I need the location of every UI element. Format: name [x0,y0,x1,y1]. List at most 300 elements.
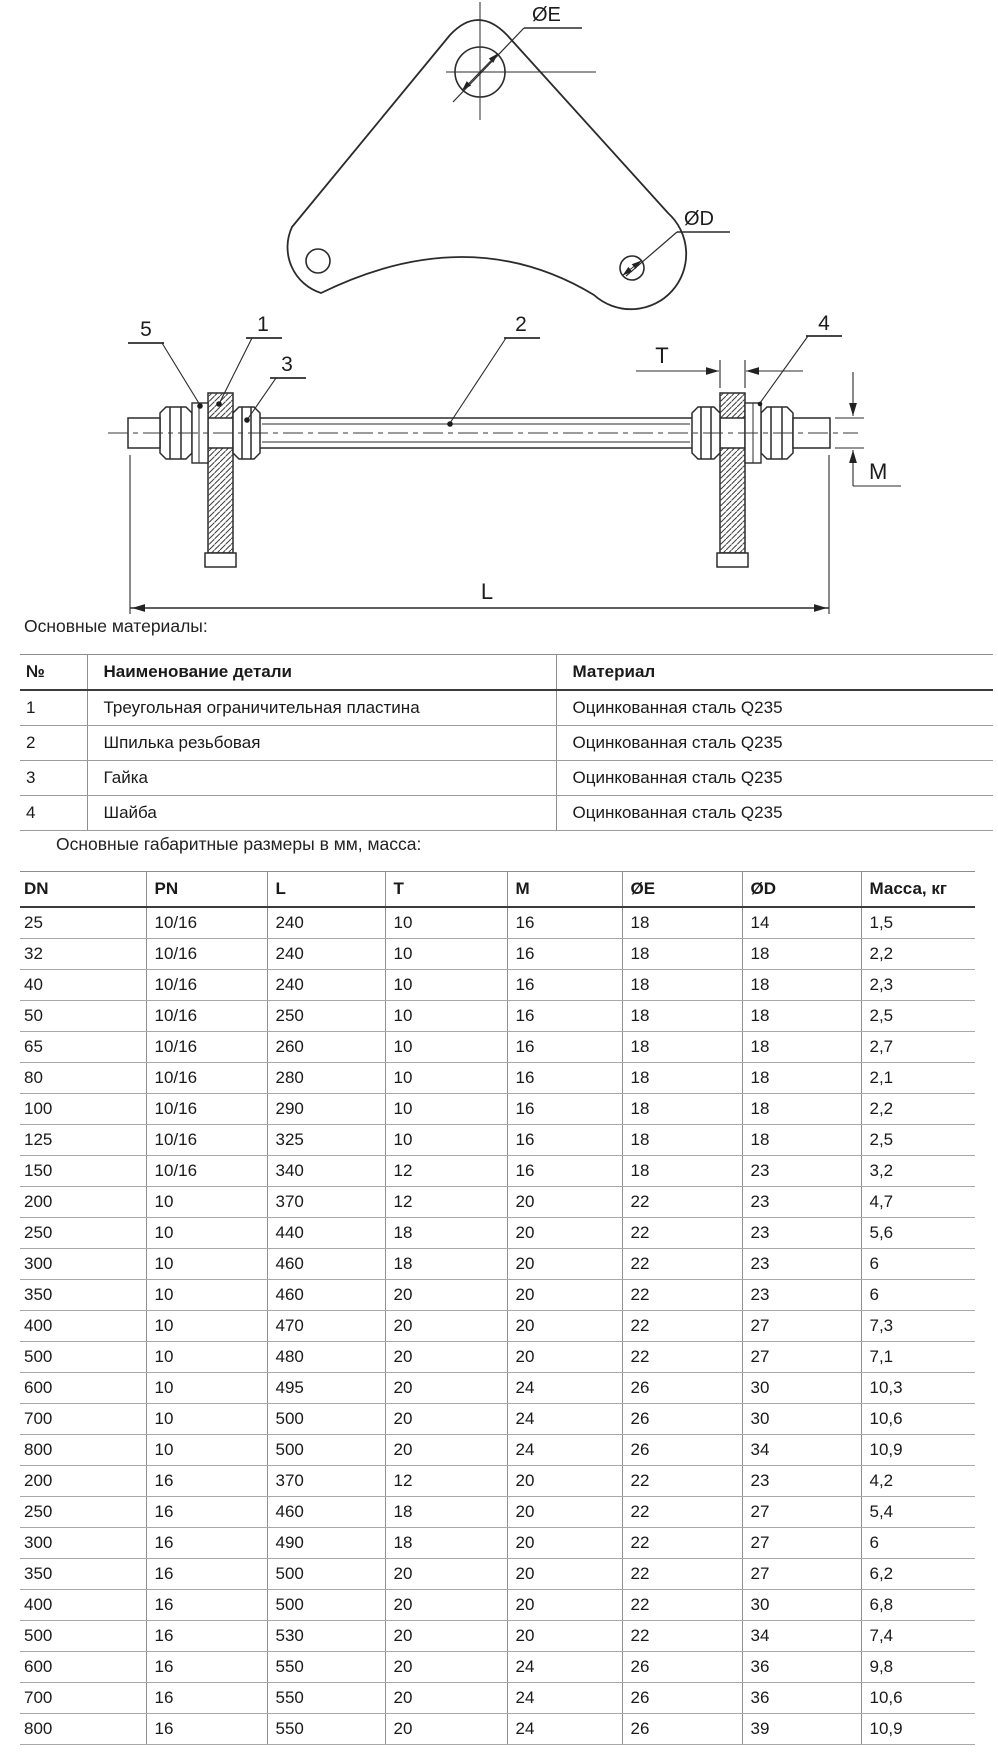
column-header: Масса, кг [861,872,975,908]
header-row [20,655,993,691]
table-cell: 16 [507,939,622,970]
table-cell: 10 [385,970,507,1001]
table-cell: 250 [20,1497,146,1528]
table-cell: 1 [20,690,87,726]
table-cell: 10 [146,1342,267,1373]
table-cell: 50 [20,1001,146,1032]
table-cell: 18 [622,970,742,1001]
callout-5 [128,318,203,409]
table-cell: 10/16 [146,1001,267,1032]
table-cell: 22 [622,1528,742,1559]
table-cell: 460 [267,1280,385,1311]
technical-drawing [0,0,998,616]
table-cell: 16 [146,1621,267,1652]
table-cell: 800 [20,1435,146,1466]
table-cell: 3 [20,761,87,796]
table-cell: Оцинкованная сталь Q235 [556,796,993,831]
table-row [20,1559,975,1590]
table-cell: 16 [146,1466,267,1497]
table-cell: 600 [20,1652,146,1683]
table-cell: 300 [20,1528,146,1559]
table-cell: 20 [507,1528,622,1559]
table-cell: 6 [861,1249,975,1280]
table-cell: 22 [622,1497,742,1528]
table-cell: 10 [146,1280,267,1311]
column-header: ØD [742,872,861,908]
table-cell: 20 [385,1683,507,1714]
svg-text:3: 3 [281,353,293,376]
table-cell: 12 [385,1187,507,1218]
table-cell: 290 [267,1094,385,1125]
column-header: Материал [556,655,993,691]
table-cell: 20 [385,1373,507,1404]
table-cell: 10 [146,1218,267,1249]
table-cell: 26 [622,1683,742,1714]
table-cell: 10 [146,1187,267,1218]
table-cell: 10 [146,1373,267,1404]
side-view [108,393,858,567]
table-cell: 10,9 [861,1714,975,1745]
hole-left [306,249,330,273]
table-row [20,1187,975,1218]
materials-table [20,654,993,831]
table-cell: 16 [507,1032,622,1063]
dim-m-label: M [869,459,888,484]
table-cell: 24 [507,1435,622,1466]
table-cell: 700 [20,1404,146,1435]
table-cell: 2,7 [861,1032,975,1063]
table-cell: 2,2 [861,939,975,970]
table-cell: 340 [267,1156,385,1187]
table-cell: 10 [385,1063,507,1094]
table-row [20,796,993,831]
svg-text:2: 2 [515,313,527,336]
table-cell: 495 [267,1373,385,1404]
table-cell: 10 [146,1249,267,1280]
table-cell: 3,2 [861,1156,975,1187]
table-cell: 20 [507,1466,622,1497]
table-cell: 490 [267,1528,385,1559]
table-cell: 18 [622,1001,742,1032]
table-cell: 26 [622,1404,742,1435]
table-cell: 7,1 [861,1342,975,1373]
table-row [20,1652,975,1683]
table-cell: 10 [385,1032,507,1063]
table-row [20,1404,975,1435]
materials-heading: Основные материалы: [24,616,208,636]
column-header: № [20,655,87,691]
header-row [20,872,975,908]
hole-d-leader [626,232,677,276]
table-cell: 10/16 [146,1094,267,1125]
column-header: DN [20,872,146,908]
table-cell: 10/16 [146,1156,267,1187]
table-cell: 16 [507,970,622,1001]
table-cell: 20 [507,1187,622,1218]
table-cell: 14 [742,907,861,939]
table-row [20,1125,975,1156]
table-cell: 5,6 [861,1218,975,1249]
table-cell: 10 [385,1001,507,1032]
table-cell: 20 [385,1342,507,1373]
table-cell: 22 [622,1342,742,1373]
table-cell: 16 [507,907,622,939]
column-header: L [267,872,385,908]
table-cell: 240 [267,939,385,970]
table-cell: 20 [507,1559,622,1590]
table-row [20,1621,975,1652]
table-cell: 10/16 [146,970,267,1001]
table-cell: 18 [622,1125,742,1156]
table-cell: 16 [507,1125,622,1156]
table-cell: 16 [146,1528,267,1559]
table-cell: 370 [267,1187,385,1218]
table-cell: 4,2 [861,1466,975,1497]
table-cell: Оцинкованная сталь Q235 [556,726,993,761]
table-cell: 22 [622,1590,742,1621]
table-cell: 23 [742,1466,861,1497]
table-cell: 20 [507,1621,622,1652]
hole-e-arrow [480,54,498,73]
dim-t-label: T [655,343,669,368]
table-cell: 7,3 [861,1311,975,1342]
table-cell: 600 [20,1373,146,1404]
table-cell: 500 [267,1590,385,1621]
table-row [20,1094,975,1125]
table-cell: 18 [622,1032,742,1063]
plate-left [205,393,236,567]
table-cell: 24 [507,1652,622,1683]
table-cell: 400 [20,1311,146,1342]
table-cell: 18 [385,1218,507,1249]
table-cell: 23 [742,1280,861,1311]
table-row [20,1373,975,1404]
column-header: Наименование детали [87,655,556,691]
table-cell: 22 [622,1559,742,1590]
table-cell: 23 [742,1218,861,1249]
table-cell: 550 [267,1652,385,1683]
table-cell: 480 [267,1342,385,1373]
dim-t [636,343,803,388]
table-cell: 200 [20,1466,146,1497]
table-cell: 470 [267,1311,385,1342]
table-cell: 20 [507,1280,622,1311]
table-cell: 22 [622,1218,742,1249]
table-cell: 10/16 [146,1063,267,1094]
table-cell: 16 [146,1590,267,1621]
table-row [20,1590,975,1621]
table-row [20,1528,975,1559]
table-cell: 1,5 [861,907,975,939]
table-cell: 10/16 [146,1125,267,1156]
table-row [20,1714,975,1745]
table-cell: 18 [622,1156,742,1187]
table-cell: 2,5 [861,1125,975,1156]
table-cell: 20 [385,1652,507,1683]
table-cell: 18 [385,1497,507,1528]
table-cell: 20 [507,1218,622,1249]
table-cell: 10,6 [861,1683,975,1714]
table-cell: 26 [622,1373,742,1404]
table-row [20,1001,975,1032]
table-cell: 500 [267,1559,385,1590]
hole-e-leader [453,28,524,102]
hole-e-arrow [462,72,480,91]
table-cell: 18 [742,1063,861,1094]
table-cell: 20 [385,1559,507,1590]
table-cell: 20 [385,1311,507,1342]
table-cell: 32 [20,939,146,970]
table-cell: 370 [267,1466,385,1497]
table-cell: 16 [507,1001,622,1032]
table-cell: 300 [20,1249,146,1280]
table-cell: 10/16 [146,939,267,970]
hole-e-label: ØE [532,4,561,26]
table-cell: 16 [507,1063,622,1094]
svg-text:1: 1 [257,313,269,336]
dimensions-table [20,871,975,1745]
table-cell: 800 [20,1714,146,1745]
column-header: ØE [622,872,742,908]
table-cell: 4 [20,796,87,831]
plan-view [288,2,730,309]
table-cell: 280 [267,1063,385,1094]
table-row [20,1466,975,1497]
table-cell: 100 [20,1094,146,1125]
table-cell: 18 [622,1063,742,1094]
table-cell: 18 [622,1094,742,1125]
table-cell: Шпилька резьбовая [87,726,556,761]
table-cell: 18 [742,970,861,1001]
table-cell: 18 [742,1094,861,1125]
table-cell: 22 [622,1187,742,1218]
table-cell: 20 [507,1249,622,1280]
table-cell: 2 [20,726,87,761]
table-cell: 24 [507,1373,622,1404]
table-cell: 20 [507,1497,622,1528]
table-cell: 20 [507,1311,622,1342]
table-cell: 22 [622,1621,742,1652]
table-cell: 150 [20,1156,146,1187]
table-row [20,1156,975,1187]
table-cell: 30 [742,1590,861,1621]
table-cell: 22 [622,1311,742,1342]
table-cell: 260 [267,1032,385,1063]
column-header: T [385,872,507,908]
table-cell: Оцинкованная сталь Q235 [556,690,993,726]
table-cell: 27 [742,1559,861,1590]
table-cell: 40 [20,970,146,1001]
table-cell: 20 [507,1342,622,1373]
table-row [20,726,993,761]
table-cell: 500 [267,1404,385,1435]
table-cell: 10 [385,939,507,970]
table-cell: 10/16 [146,907,267,939]
table-cell: 240 [267,970,385,1001]
table-cell: 26 [622,1714,742,1745]
table-cell: 24 [507,1683,622,1714]
table-cell: 34 [742,1621,861,1652]
table-row [20,1218,975,1249]
table-cell: 10,9 [861,1435,975,1466]
hole-d-label: ØD [684,208,714,230]
table-cell: Треугольная ограничительная пластина [87,690,556,726]
table-cell: 16 [507,1094,622,1125]
table-cell: 10 [385,907,507,939]
table-cell: 23 [742,1187,861,1218]
table-cell: 6,2 [861,1559,975,1590]
table-cell: 24 [507,1404,622,1435]
table-cell: 2,5 [861,1001,975,1032]
table-row [20,761,993,796]
table-row [20,1435,975,1466]
table-cell: 65 [20,1032,146,1063]
table-cell: 240 [267,907,385,939]
table-cell: 350 [20,1559,146,1590]
table-cell: 16 [146,1714,267,1745]
dimensions-heading: Основные габаритные размеры в мм, масса: [56,834,422,854]
table-cell: 2,3 [861,970,975,1001]
table-cell: 10 [146,1311,267,1342]
table-cell: 10/16 [146,1032,267,1063]
plate-right-foot [717,553,748,567]
table-cell: 10 [146,1404,267,1435]
table-cell: 18 [742,1032,861,1063]
table-cell: 440 [267,1218,385,1249]
table-cell: 460 [267,1249,385,1280]
svg-text:5: 5 [140,318,152,341]
table-cell: 325 [267,1125,385,1156]
table-cell: 27 [742,1311,861,1342]
dim-m [835,372,901,486]
table-cell: 6 [861,1528,975,1559]
plate-left-foot [205,553,236,567]
table-cell: 10,3 [861,1373,975,1404]
table-row [20,1497,975,1528]
table-cell: 10 [385,1125,507,1156]
table-cell: 9,8 [861,1652,975,1683]
table-cell: 20 [507,1590,622,1621]
table-cell: 700 [20,1683,146,1714]
table-cell: 34 [742,1435,861,1466]
dim-l-label: L [480,579,494,604]
table-cell: 18 [742,1125,861,1156]
table-cell: 18 [385,1249,507,1280]
table-cell: 125 [20,1125,146,1156]
table-cell: 460 [267,1497,385,1528]
table-cell: 6,8 [861,1590,975,1621]
table-cell: Шайба [87,796,556,831]
table-cell: 500 [20,1342,146,1373]
table-cell: 7,4 [861,1621,975,1652]
table-cell: 16 [146,1559,267,1590]
table-cell: 80 [20,1063,146,1094]
table-row [20,1342,975,1373]
table-cell: 36 [742,1652,861,1683]
table-cell: 36 [742,1683,861,1714]
table-cell: 12 [385,1156,507,1187]
callout-4 [758,312,842,406]
table-cell: 16 [507,1156,622,1187]
table-row [20,939,975,970]
table-cell: 18 [622,939,742,970]
table-cell: 4,7 [861,1187,975,1218]
table-cell: 10 [146,1435,267,1466]
table-cell: 27 [742,1342,861,1373]
table-cell: 18 [742,939,861,970]
table-cell: 550 [267,1714,385,1745]
table-cell: 18 [622,907,742,939]
table-cell: 25 [20,907,146,939]
table-cell: 22 [622,1280,742,1311]
table-cell: 10,6 [861,1404,975,1435]
table-cell: 27 [742,1528,861,1559]
table-cell: 500 [20,1621,146,1652]
table-cell: 16 [146,1497,267,1528]
table-cell: 6 [861,1280,975,1311]
table-cell: 10 [385,1094,507,1125]
table-row [20,907,975,939]
table-row [20,1032,975,1063]
table-row [20,1280,975,1311]
table-cell: 20 [385,1590,507,1621]
svg-text:4: 4 [818,312,830,335]
table-cell: 18 [742,1001,861,1032]
table-cell: 20 [385,1435,507,1466]
table-cell: 27 [742,1497,861,1528]
table-cell: Оцинкованная сталь Q235 [556,761,993,796]
table-row [20,970,975,1001]
table-cell: 23 [742,1249,861,1280]
table-row [20,1683,975,1714]
plate-right [717,393,748,567]
table-cell: 20 [385,1621,507,1652]
table-cell: 22 [622,1249,742,1280]
triangular-plate-outline [288,20,687,309]
table-row [20,1311,975,1342]
table-cell: 350 [20,1280,146,1311]
table-cell: 18 [385,1528,507,1559]
table-cell: 30 [742,1373,861,1404]
table-cell: 500 [267,1435,385,1466]
table-cell: 23 [742,1156,861,1187]
table-cell: 200 [20,1187,146,1218]
table-cell: Гайка [87,761,556,796]
table-cell: 530 [267,1621,385,1652]
table-cell: 20 [385,1404,507,1435]
table-cell: 22 [622,1466,742,1497]
table-cell: 2,1 [861,1063,975,1094]
column-header: PN [146,872,267,908]
table-cell: 20 [385,1280,507,1311]
table-cell: 20 [385,1714,507,1745]
table-cell: 26 [622,1435,742,1466]
table-cell: 39 [742,1714,861,1745]
table-row [20,1063,975,1094]
table-cell: 16 [146,1652,267,1683]
table-cell: 250 [267,1001,385,1032]
table-cell: 400 [20,1590,146,1621]
table-cell: 16 [146,1683,267,1714]
table-row [20,1249,975,1280]
table-cell: 5,4 [861,1497,975,1528]
callout-2 [447,313,540,427]
column-header: M [507,872,622,908]
table-cell: 250 [20,1218,146,1249]
table-cell: 12 [385,1466,507,1497]
table-cell: 24 [507,1714,622,1745]
table-row [20,690,993,726]
